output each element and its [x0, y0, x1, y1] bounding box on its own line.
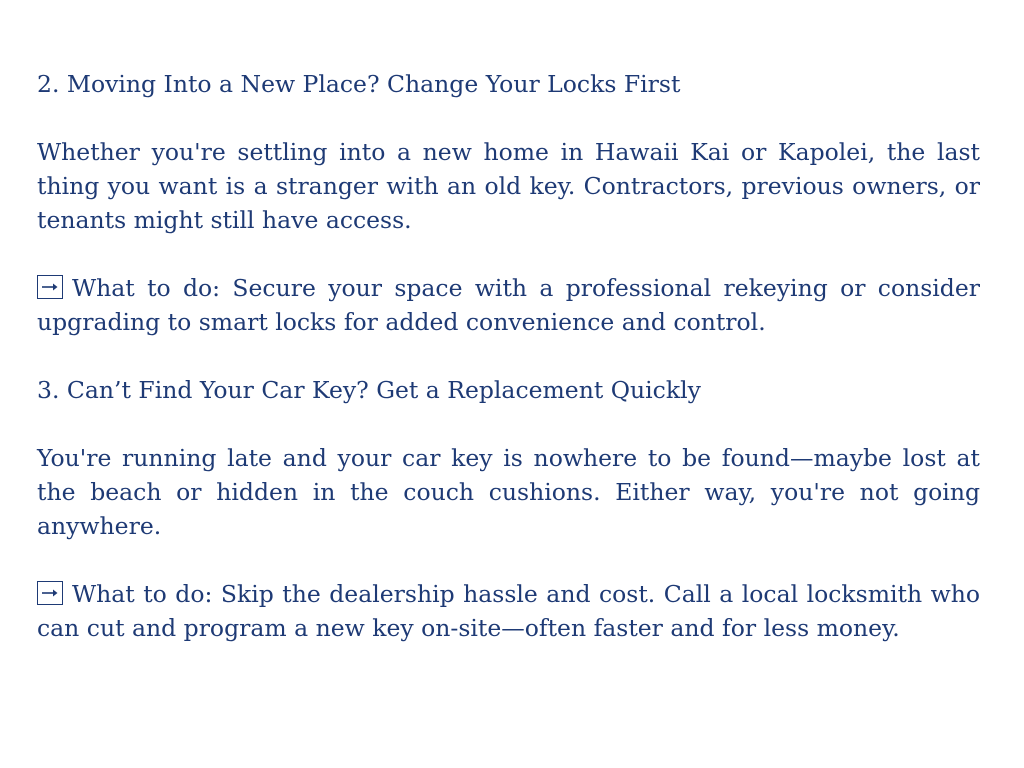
- arrow-right-box-icon: [37, 275, 63, 299]
- arrow-right-box-icon: [37, 581, 63, 605]
- section-3-action: [37, 577, 980, 645]
- section-3-action-text: What to do: Skip the dealership hassle and cost. Call a local locksmith who can cut and program a new key on-site—often faster and for less money.: [37, 580, 980, 642]
- section-3-body: You're running late and your car key is nowhere to be found—maybe lost at the beach or hidden in the couch cushions. Either way, you're not going anywhere.: [37, 444, 980, 540]
- section-3-heading: 3. Can’t Find Your Car Key? Get a Replacement Quickly: [37, 376, 701, 404]
- section-2-action-text: What to do: Secure your space with a professional rekeying or consider upgrading to smart locks for added convenience and control.: [37, 274, 980, 336]
- section-2-action: [37, 271, 980, 339]
- section-2-heading: 2. Moving Into a New Place? Change Your Locks First: [37, 70, 681, 98]
- section-2-body: Whether you're settling into a new home in Hawaii Kai or Kapolei, the last thing you want is a stranger with an old key. Contractors, previous owners, or tenants might still have access.: [37, 138, 980, 234]
- document-page: [37, 67, 980, 679]
